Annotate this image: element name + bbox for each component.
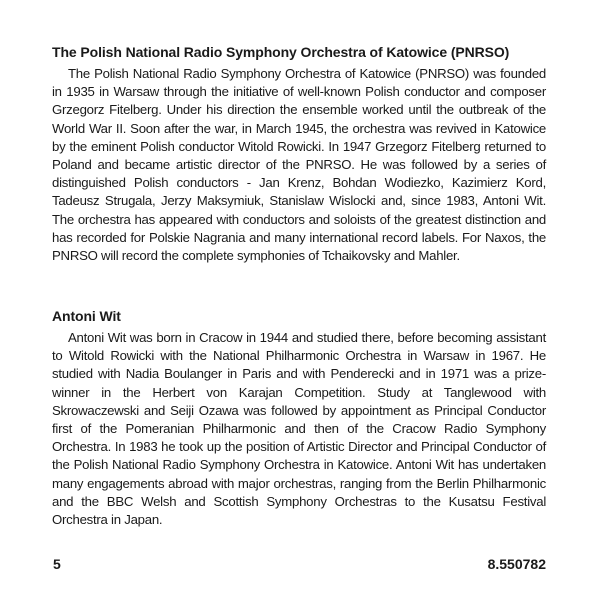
catalog-number: 8.550782: [487, 556, 546, 572]
section-antoni-wit: [52, 307, 546, 529]
section-heading-pnrso: The Polish National Radio Symphony Orchestra of Katowice (PNRSO): [52, 44, 510, 60]
section-body-pnrso: The Polish National Radio Symphony Orchestra of Katowice (PNRSO) was founded in 1935 in Warsaw through the initiative of well-known Polish conductor and composer Grzegorz Fitelberg. Under his direction the ensemble worked until the outbreak of the World War II. Soon after the war, in March 1945, the orchestra was revived in Katowice by the eminent Polish conductor Witold Rowicki. In 1947 Grzegorz Fitelberg returned to Poland and became artistic director of the PNRSO. He was followed by a series of distinguished Polish conductors - Jan Krenz, Bohdan Wodiezko, Kazimierz Kord, Tadeusz Strugala, Jerzy Maksymiuk, Stanislaw Wislocki and, since 1983, Antoni Wit. The orchestra has appeared with conductors and soloists of the greatest distinction and has recorded for Polskie Nagrania and many international record labels. For Naxos, the PNRSO will record the complete symphonies of Tchaikovsky and Mahler.: [52, 66, 546, 264]
section-heading-antoni-wit: Antoni Wit: [52, 308, 121, 324]
section-pnrso: [52, 43, 546, 265]
section-body-antoni-wit: Antoni Wit was born in Cracow in 1944 and studied there, before becoming assistant to Witold Rowicki with the National Philharmonic Orchestra in Warsaw in 1967. He studied with Nadia Boulanger in Paris and with Penderecki and in 1971 was a prize-winner in the Herbert von Karajan Competition. Study at Tanglewood with Skrowaczewski and Seiji Ozawa was followed by appointment as Principal Conductor first of the Pomeranian Philharmonic and then of the Cracow Radio Symphony Orchestra. In 1983 he took up the position of Artistic Director and Principal Conductor of the Polish National Radio Symphony Orchestra in Katowice. Antoni Wit has undertaken many engagements abroad with major orchestras, ranging from the Berlin Philharmonic and the BBC Welsh and Scottish Symphony Orchestras to the Kusatsu Festival Orchestra in Japan.: [52, 330, 546, 528]
page-number: 5: [53, 556, 61, 572]
